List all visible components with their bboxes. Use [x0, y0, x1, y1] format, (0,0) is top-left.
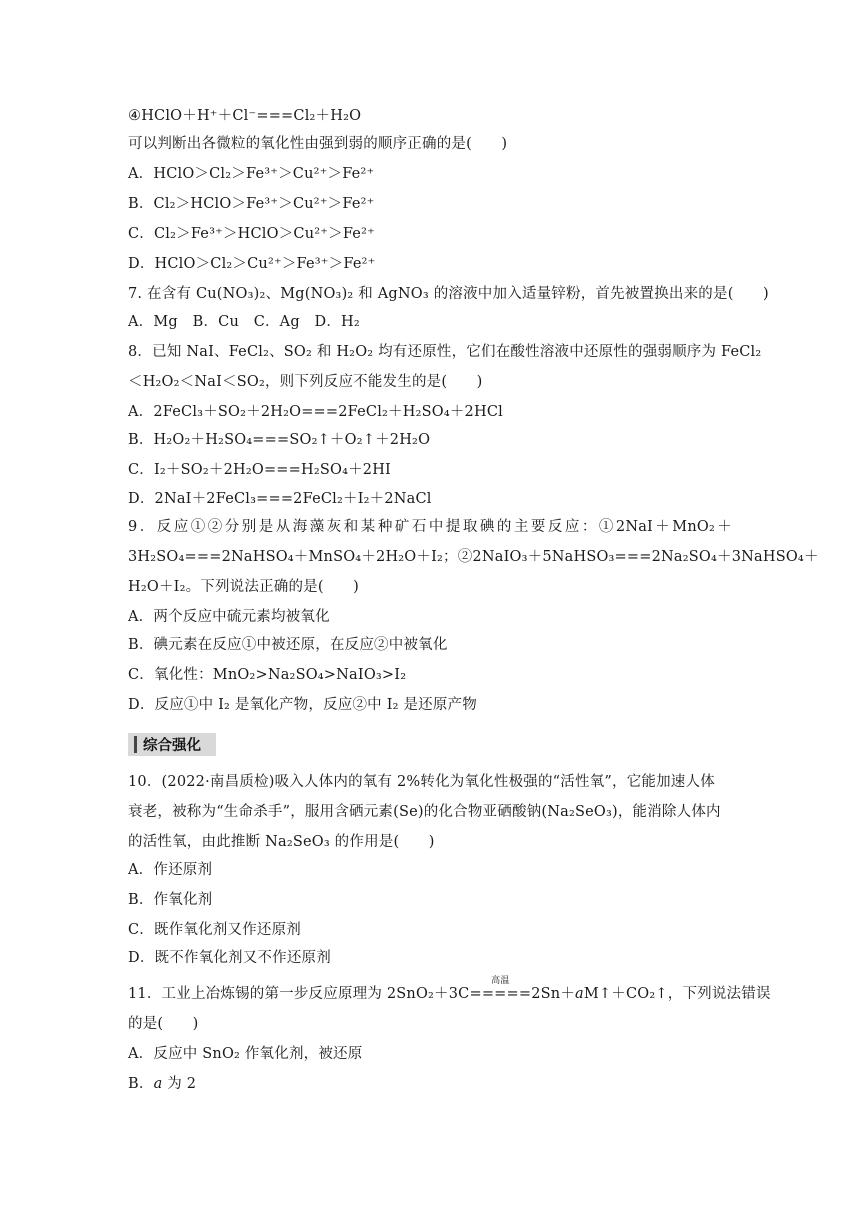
q9-option-b: B．碘元素在反应①中被还原，在反应②中被氧化: [128, 637, 448, 653]
reaction-condition-label: 高温: [491, 976, 510, 986]
q9-option-c: C．氧化性：MnO₂>Na₂SO₄>NaIO₃>I₂: [128, 667, 407, 683]
q10-option-c: C．既作氧化剂又作还原剂: [128, 922, 301, 938]
q10-option-a: A．作还原剂: [128, 862, 213, 878]
question-9-stem-line1: 9．反应①②分别是从海藻灰和某种矿石中提取碘的主要反应：①2NaI＋MnO₂＋: [128, 519, 732, 535]
q10-option-b: B．作氧化剂: [128, 892, 213, 908]
question-9-stem-line3: H₂O＋I₂。下列说法正确的是( ): [128, 579, 359, 595]
q11-option-b-text: 为 2: [162, 1076, 197, 1092]
q11-option-b-label: B．: [128, 1076, 154, 1092]
q6-option-a: A．HClO＞Cl₂＞Fe³⁺＞Cu²⁺＞Fe²⁺: [128, 166, 375, 182]
q11-option-b: [128, 1074, 196, 1094]
section-heading: [128, 733, 216, 756]
q6-option-b: B．Cl₂＞HClO＞Fe³⁺＞Cu²⁺＞Fe²⁺: [128, 196, 375, 212]
q10-option-d: D．既不作氧化剂又不作还原剂: [128, 950, 331, 966]
equation-4: ④HClO＋H⁺＋Cl⁻===Cl₂＋H₂O: [128, 108, 362, 124]
question-7-stem: 7. 在含有 Cu(NO₃)₂、Mg(NO₃)₂ 和 AgNO₃ 的溶液中加入适量锌粉，首先被置换出来的是( ): [128, 286, 769, 302]
q8-option-a: A．2FeCl₃＋SO₂＋2H₂O===2FeCl₂＋H₂SO₄＋2HCl: [128, 404, 503, 420]
question-11-stem-line1: [128, 976, 771, 1004]
question-10-stem-line3: 的活性氧，由此推断 Na₂SeO₃ 的作用是( ): [128, 834, 435, 850]
q7-options: A．Mg B．Cu C．Ag D．H₂: [128, 314, 360, 330]
section-heading-bar: [134, 736, 137, 753]
q11-option-b-variable: a: [153, 1076, 163, 1092]
question-10-stem-line2: 衰老，被称为“生命杀手”，服用含硒元素(Se)的化合物亚硒酸钠(Na₂SeO₃)，能消除人体内: [128, 804, 721, 820]
q11-coefficient-a: a: [575, 986, 584, 1002]
section-heading-label: 综合强化: [143, 738, 201, 754]
q11-stem-end: M↑＋CO₂↑，下列说法错误: [583, 986, 771, 1002]
question-8-stem-line1: 8．已知 NaI、FeCl₂、SO₂ 和 H₂O₂ 均有还原性，它们在酸性溶液中还原性的强弱顺序为 FeCl₂: [128, 344, 762, 360]
q9-option-d: D．反应①中 I₂ 是氧化产物，反应②中 I₂ 是还原产物: [128, 697, 477, 713]
reaction-condition: [469, 976, 532, 1004]
q9-option-a: A．两个反应中硫元素均被氧化: [128, 609, 330, 625]
question-6-stem: 可以判断出各微粒的氧化性由强到弱的顺序正确的是( ): [128, 136, 508, 152]
q8-option-d: D．2NaI＋2FeCl₃===2FeCl₂＋I₂＋2NaCl: [128, 491, 432, 507]
q8-option-c: C．I₂＋SO₂＋2H₂O===H₂SO₄＋2HI: [128, 462, 391, 478]
q6-option-c: C．Cl₂＞Fe³⁺＞HClO＞Cu²⁺＞Fe²⁺: [128, 226, 375, 242]
q6-option-d: D．HClO＞Cl₂＞Cu²⁺＞Fe³⁺＞Fe²⁺: [128, 256, 376, 272]
question-8-stem-line2: ＜H₂O₂＜NaI＜SO₂，则下列反应不能发生的是( ): [128, 374, 483, 390]
question-9-stem-line2: 3H₂SO₄===2NaHSO₄＋MnSO₄＋2H₂O＋I₂；②2NaIO₃＋5NaHSO₃===2Na₂SO₄＋3NaHSO₄＋: [128, 549, 819, 565]
question-11-stem-line2: 的是( ): [128, 1016, 199, 1032]
q11-stem-products: 2Sn＋: [531, 986, 576, 1002]
q8-option-b: B．H₂O₂＋H₂SO₄===SO₂↑＋O₂↑＋2H₂O: [128, 432, 431, 448]
q11-option-a: A．反应中 SnO₂ 作氧化剂，被还原: [128, 1046, 363, 1062]
reaction-equals-sign: =====: [469, 986, 532, 1002]
q11-stem-start: 11．工业上冶炼锡的第一步反应原理为 2SnO₂＋3C: [128, 986, 470, 1002]
question-10-stem-line1: 10．(2022·南昌质检)吸入人体内的氧有 2%转化为氧化性极强的“活性氧”，它能加速人体: [128, 774, 715, 790]
